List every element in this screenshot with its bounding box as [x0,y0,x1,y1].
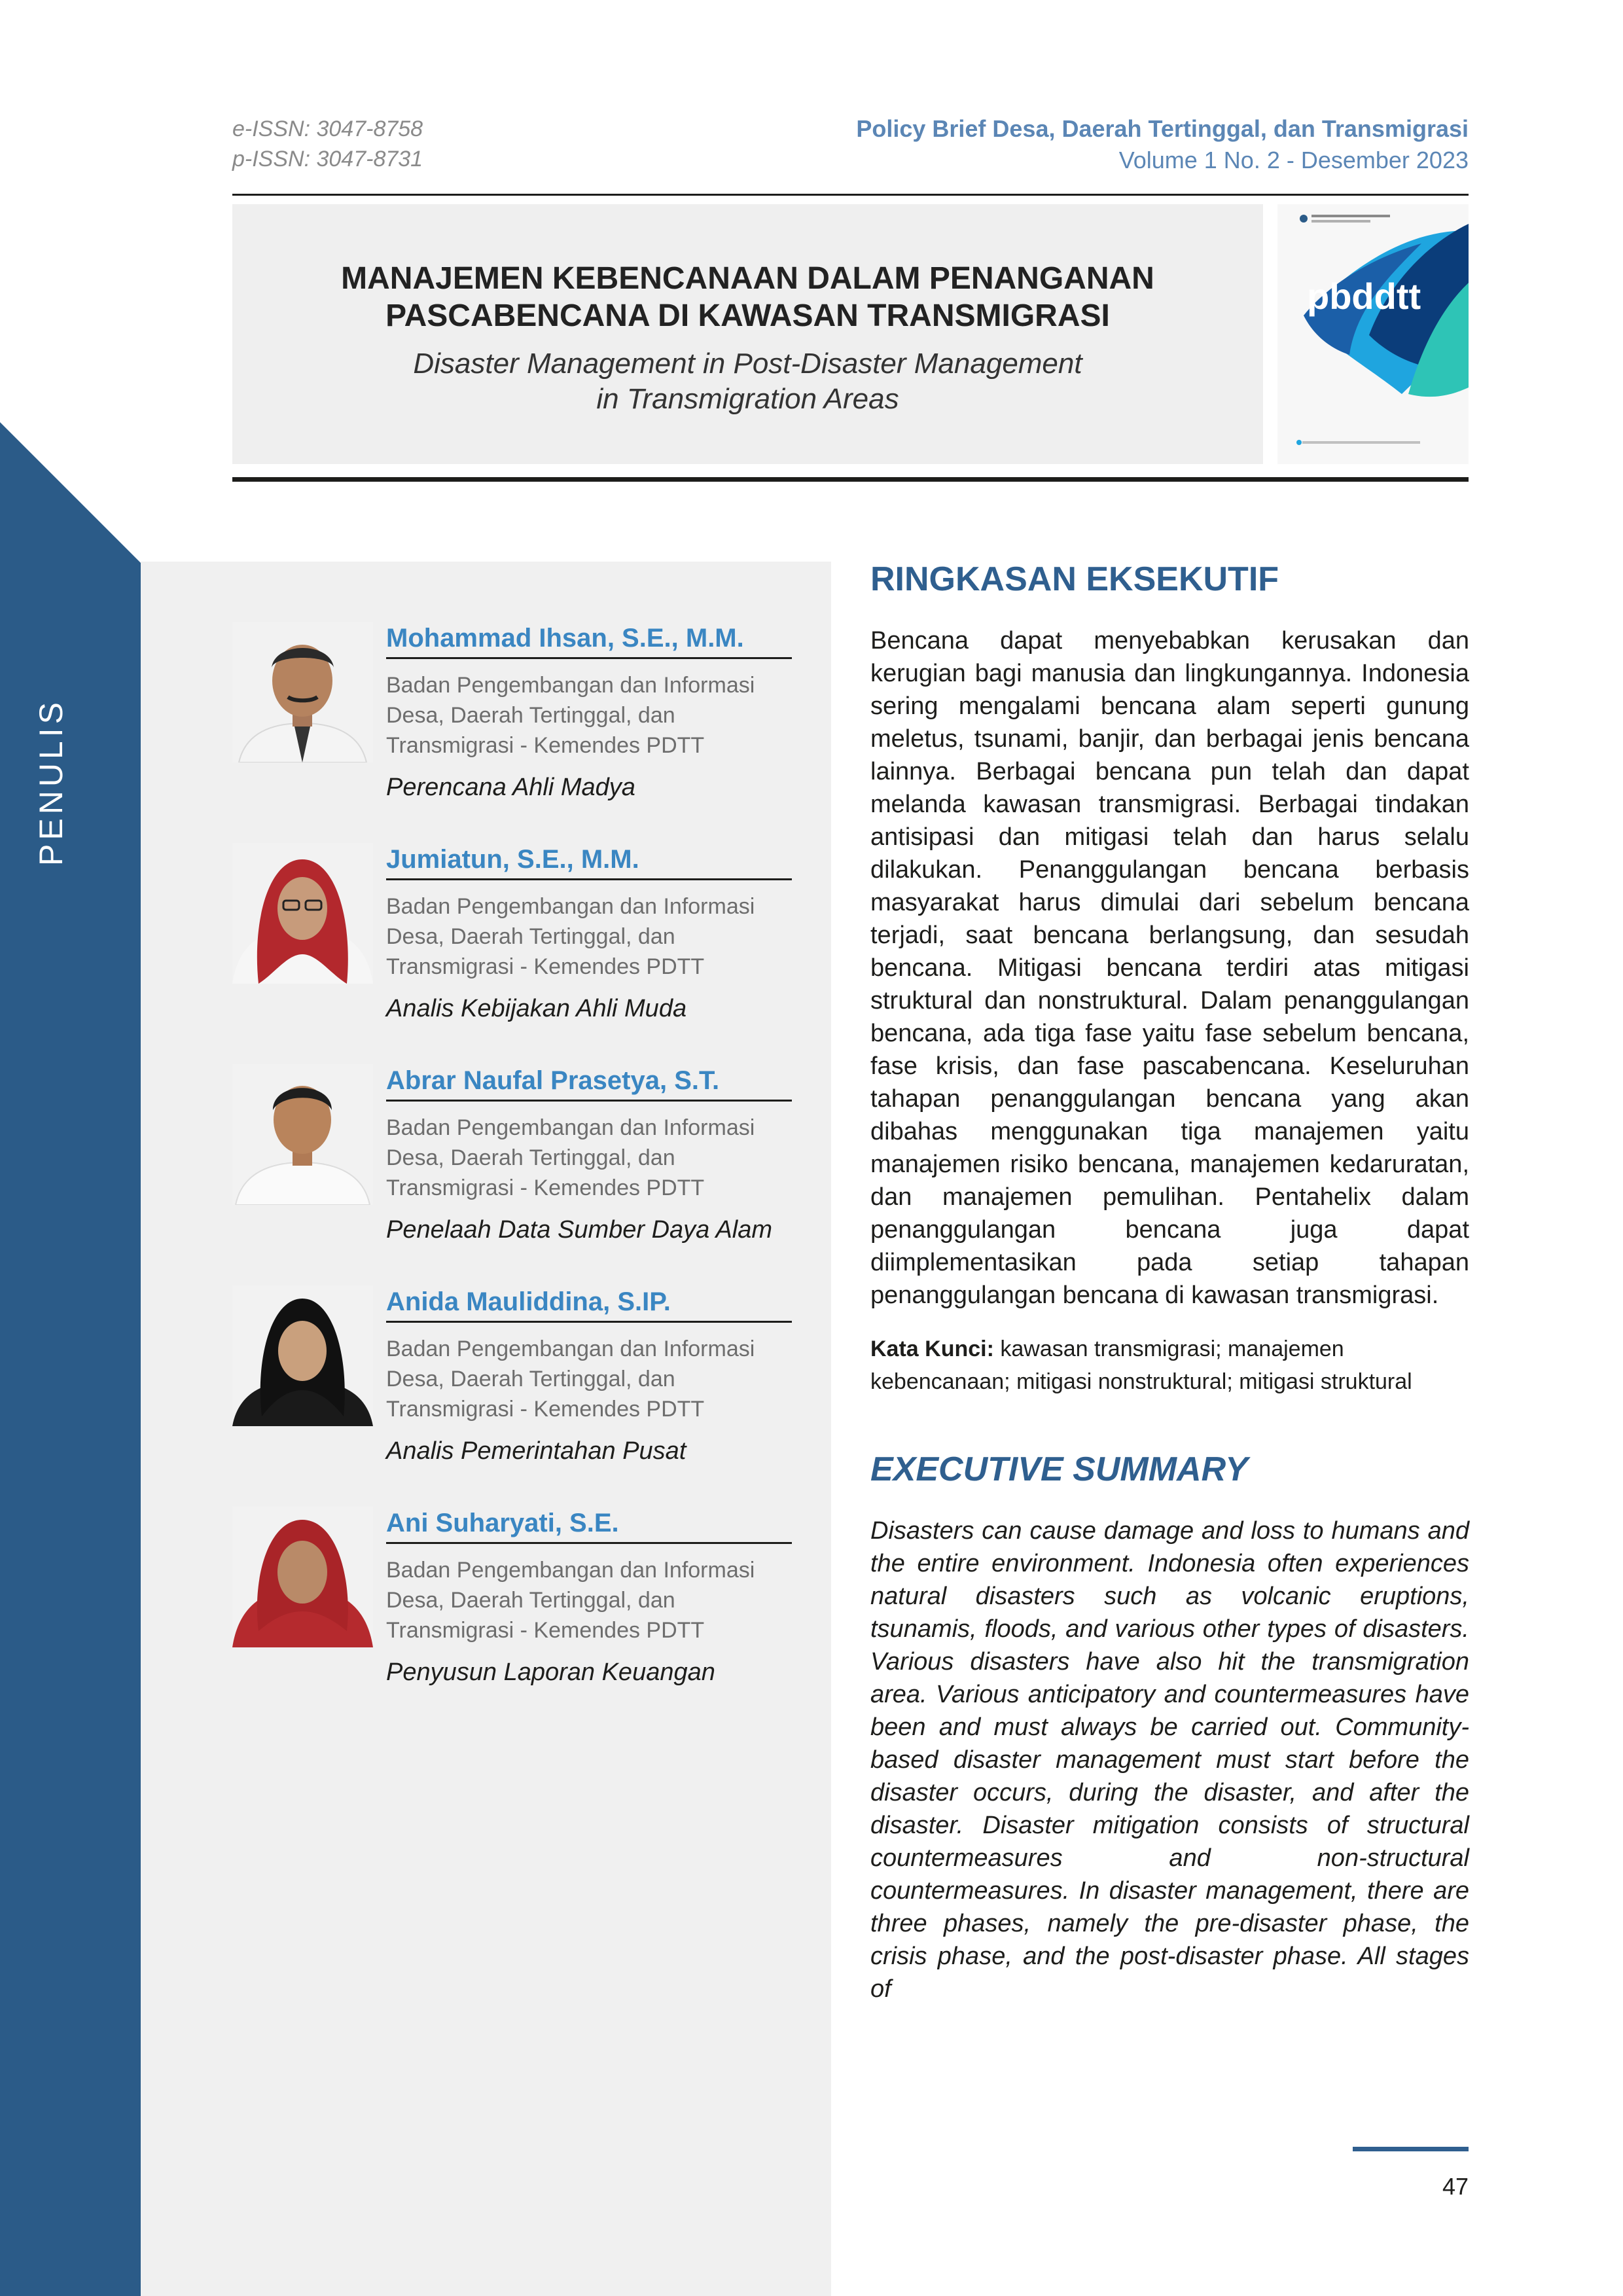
affiliation-line: Desa, Daerah Tertinggal, dan [386,703,675,728]
author-5 [232,1507,795,1703]
keywords-line-2: kebencanaan; mitigasi nonstruktural; mitigasi struktural [870,1369,1412,1394]
author-role: Perencana Ahli Madya [386,774,635,801]
author-photo [232,843,373,984]
page-number: 47 [1442,2173,1469,2200]
affiliation-line: Badan Pengembangan dan Informasi [386,1336,755,1361]
author-4 [232,1285,795,1482]
title-box [232,204,1263,464]
journal-cover-thumbnail [1277,204,1469,464]
author-name: Jumiatun, S.E., M.M. [386,843,792,880]
author-name: Abrar Naufal Prasetya, S.T. [386,1064,792,1102]
affiliation-line: Badan Pengembangan dan Informasi [386,894,755,919]
e-issn: e-ISSN: 3047-8758 [232,117,423,141]
affiliation-line: Transmigrasi - Kemendes PDTT [386,1397,705,1422]
author-3 [232,1064,795,1261]
affiliation-line: Badan Pengembangan dan Informasi [386,1558,755,1583]
author-role: Analis Kebijakan Ahli Muda [386,995,687,1022]
header-rule [232,194,1469,196]
affiliation-line: Transmigrasi - Kemendes PDTT [386,733,705,758]
author-role: Penelaah Data Sumber Daya Alam [386,1216,773,1244]
title-line-2: PASCABENCANA DI KAWASAN TRANSMIGRASI [385,298,1110,333]
side-label-penulis: PENULIS [33,698,69,866]
author-1 [232,622,795,818]
affiliation-line: Transmigrasi - Kemendes PDTT [386,1175,705,1200]
title-en-line-1: Disaster Management in Post-Disaster Management [413,348,1082,380]
author-name: Anida Mauliddina, S.IP. [386,1285,792,1323]
author-photo [232,1285,373,1426]
title-english [232,346,1263,417]
executive-summary-paragraph: Disasters can cause damage and loss to humans and the entire environment. Indonesia often experiences natural disasters such as volcanic eruptions, tsunamis, floods, and various other types of disasters. Various disasters have also hit the transmigration area. Various anticipatory and countermeasures have been and must always be carried out. Community-based disaster management must start before the disaster occurs, during the disaster, and after the disaster. Disaster mitigation consists of structural countermeasures and non-structural countermeasures. In disaster management, there are three phases, namely the pre-disaster phase, the crisis phase, and the post-disaster phase. All stages of [870,1517,1469,2003]
cover-logo-text: pbddtt [1307,276,1421,317]
keywords-label: Kata Kunci: [870,1336,994,1361]
author-affiliation [386,891,792,982]
author-role: Analis Pemerintahan Pusat [386,1437,687,1465]
p-issn: p-ISSN: 3047-8731 [232,147,423,171]
ringkasan-heading: RINGKASAN EKSEKUTIF [870,560,1279,598]
author-photo [232,1064,373,1205]
author-photo [232,622,373,762]
author-name: Mohammad Ihsan, S.E., M.M. [386,622,792,659]
affiliation-line: Desa, Daerah Tertinggal, dan [386,1588,675,1613]
ringkasan-paragraph: Bencana dapat menyebabkan kerusakan dan kerugian bagi manusia dan lingkungannya. Indonesia sering mengalami bencana alam seperti gunung meletus, tsunami, banjir, dan berbagai jenis bencana lainnya. Berbagai bencana pun telah dan dapat melanda kawasan transmigrasi. Berbagai tindakan antisipasi dan mitigasi telah dan harus selalu dilakukan. Penanggulangan bencana berbasis masyarakat harus dimulai dari sebelum bencana terjadi, saat bencana berlangsung, dan sesudah bencana. Mitigasi bencana terdiri atas mitigasi struktural dan nonstruktural. Dalam penanggulangan bencana, ada tiga fase yaitu fase sebelum bencana, fase krisis, dan fase pascabencana. Keseluruhan tahapan penanggulangan bencana yang akan dibahas menggunakan tiga manajemen yaitu manajemen risiko bencana, manajemen kedaruratan, dan manajemen pemulihan. Pentahelix dalam penanggulangan bencana juga dapat diimplementasikan pada setiap tahapan penanggulangan bencana di kawasan transmigrasi. [870,627,1469,1309]
executive-summary-heading: EXECUTIVE SUMMARY [870,1450,1248,1488]
affiliation-line: Desa, Daerah Tertinggal, dan [386,1145,675,1170]
author-affiliation [386,670,792,761]
author-name: Ani Suharyati, S.E. [386,1507,792,1544]
affiliation-line: Badan Pengembangan dan Informasi [386,673,755,698]
author-photo [232,1507,373,1647]
keywords [870,1333,1469,1398]
title-en-line-2: in Transmigration Areas [596,383,899,415]
author-role: Penyusun Laporan Keuangan [386,1659,715,1686]
affiliation-line: Desa, Daerah Tertinggal, dan [386,1367,675,1391]
keywords-line-1: kawasan transmigrasi; manajemen [1000,1336,1344,1361]
affiliation-line: Transmigrasi - Kemendes PDTT [386,954,705,979]
page-number-rule [1353,2147,1469,2151]
title-rule [232,477,1469,482]
affiliation-line: Transmigrasi - Kemendes PDTT [386,1618,705,1643]
journal-name: Policy Brief Desa, Daerah Tertinggal, dan Transmigrasi [856,115,1469,142]
affiliation-line: Desa, Daerah Tertinggal, dan [386,924,675,949]
title-line-1: MANAJEMEN KEBENCANAAN DALAM PENANGANAN [341,261,1154,296]
journal-volume: Volume 1 No. 2 - Desember 2023 [1118,147,1469,173]
title-main [232,260,1263,334]
author-2 [232,843,795,1039]
affiliation-line: Badan Pengembangan dan Informasi [386,1115,755,1140]
author-affiliation [386,1334,792,1424]
side-band [0,0,141,2296]
author-affiliation [386,1113,792,1203]
author-affiliation [386,1555,792,1645]
